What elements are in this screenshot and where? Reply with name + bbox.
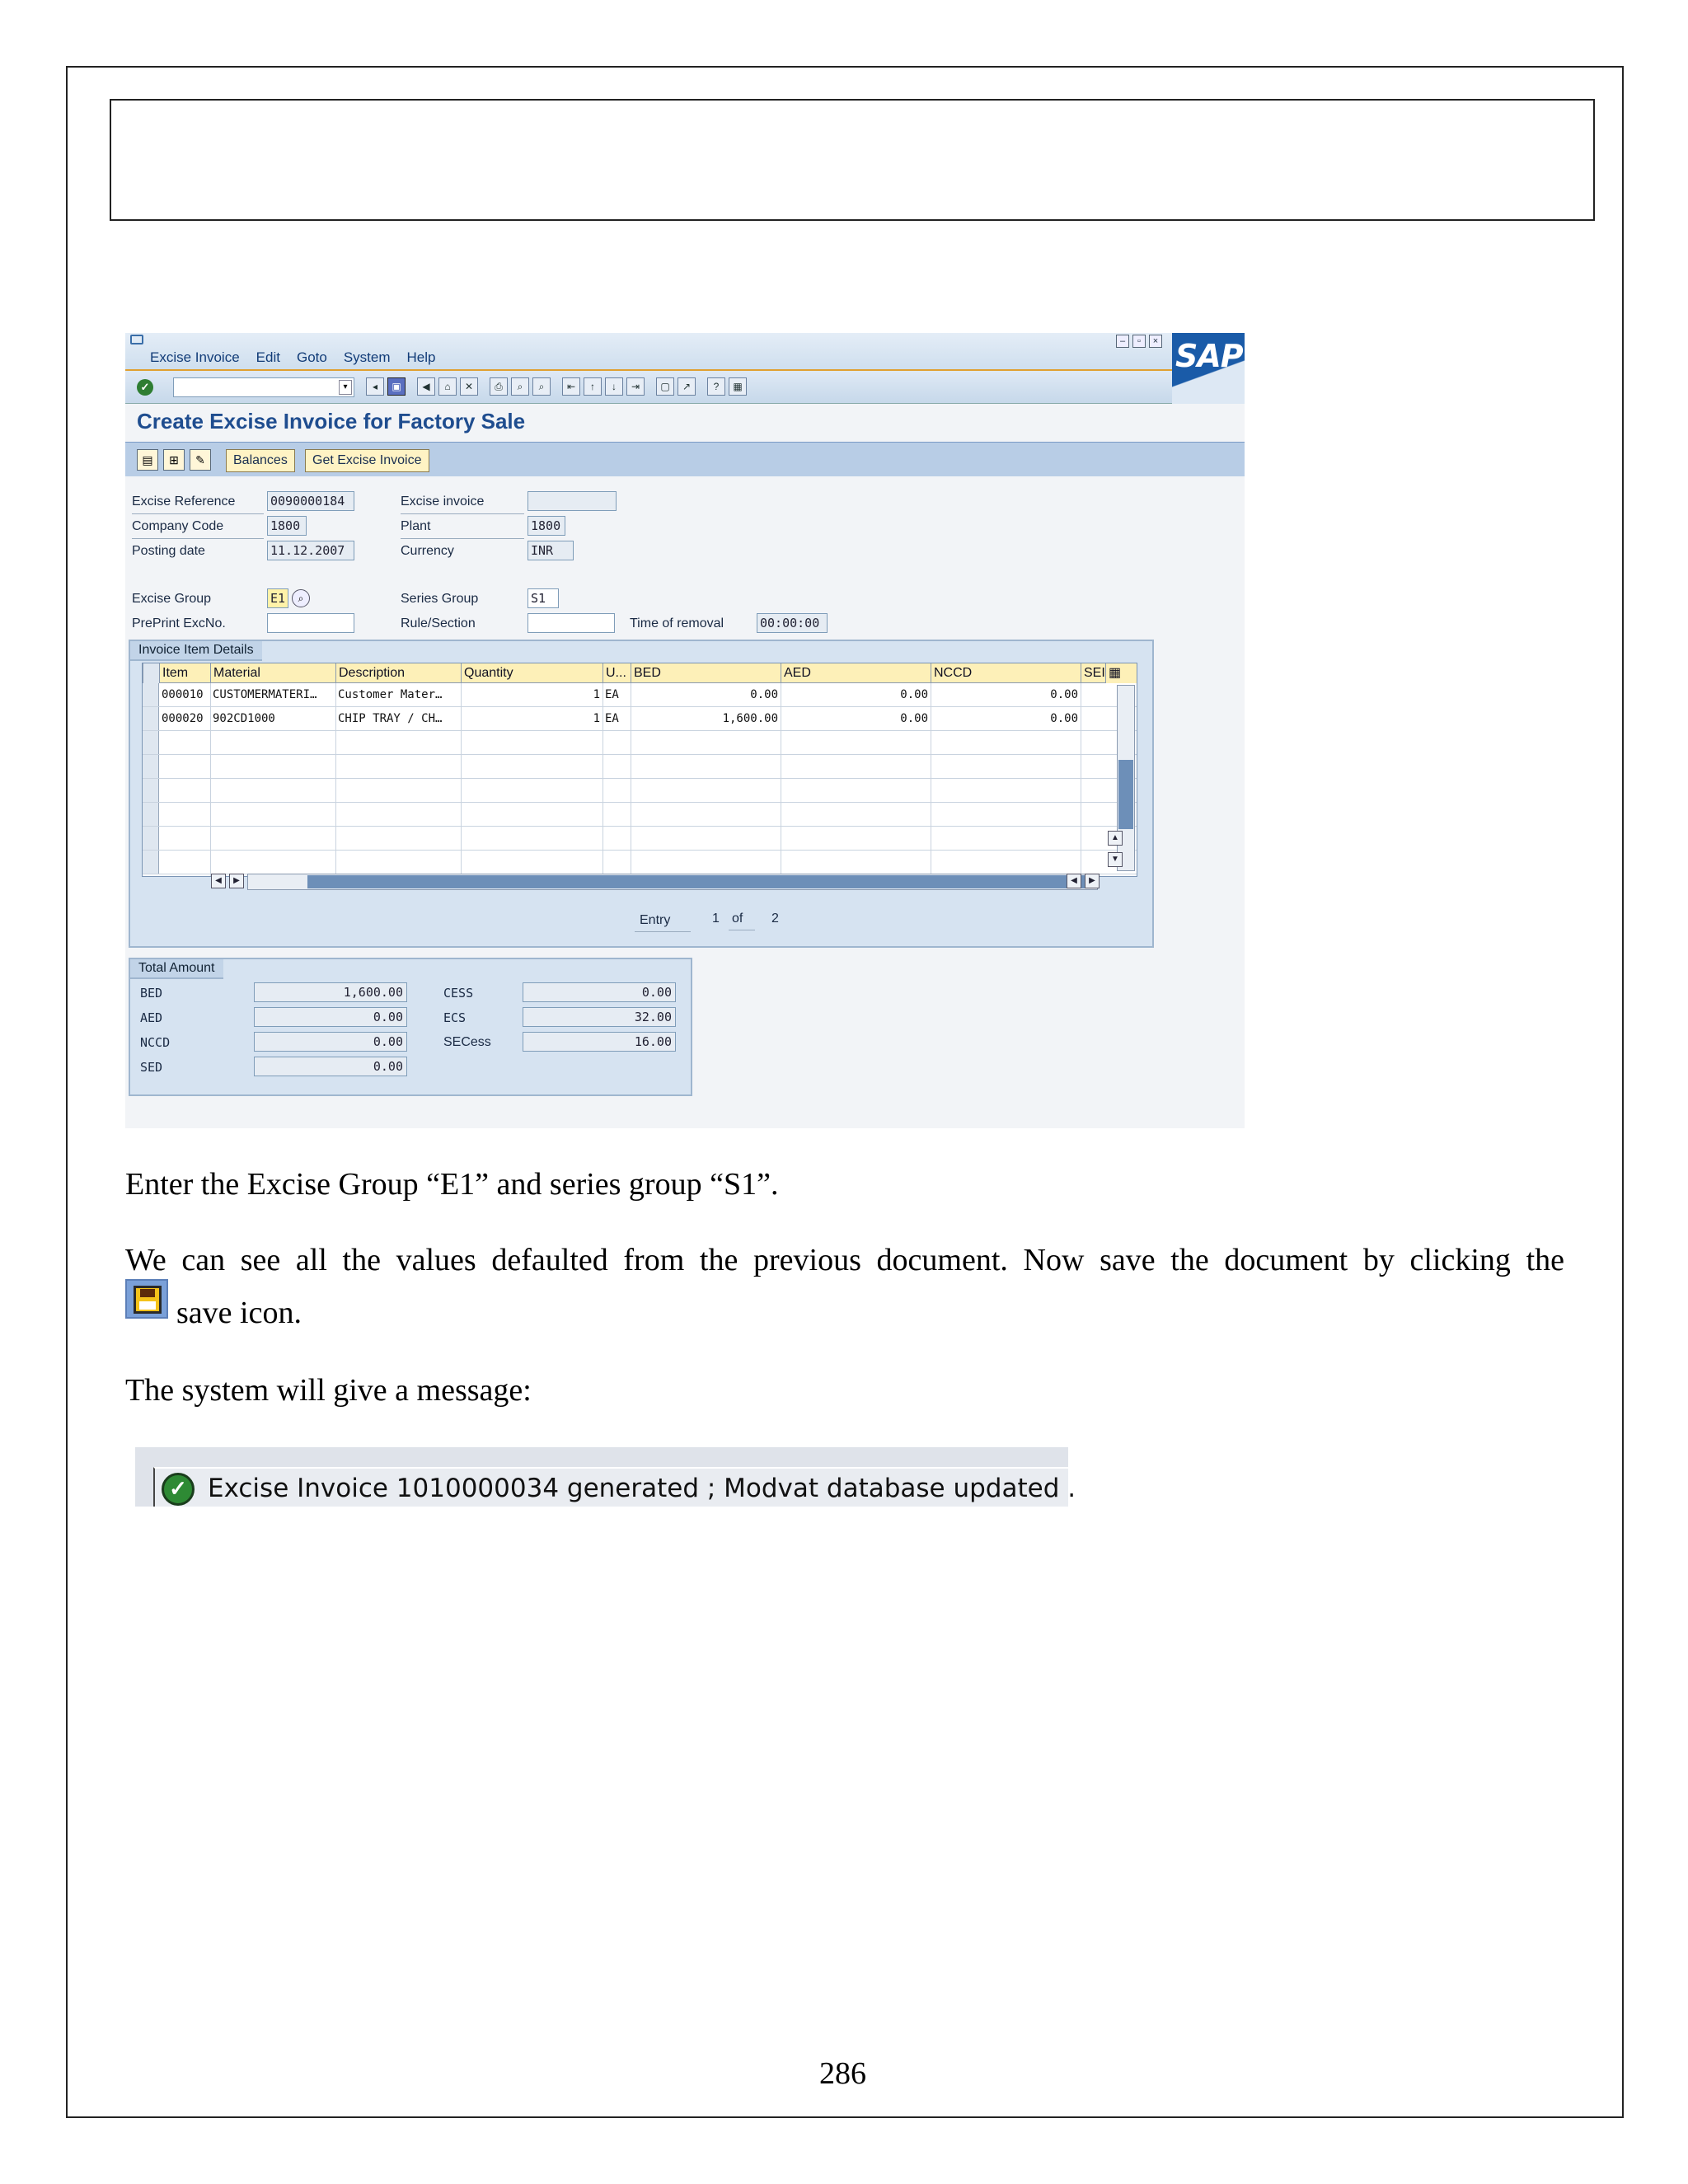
overview-icon[interactable]: ▤ — [137, 449, 158, 471]
menu-excise-invoice[interactable]: Excise Invoice — [150, 349, 240, 365]
row-selector[interactable] — [143, 731, 159, 754]
cell-quantity: 1 — [593, 712, 600, 725]
company-code-label: Company Code — [132, 519, 224, 533]
dropdown-icon[interactable]: ▾ — [339, 380, 352, 395]
aed-total-field[interactable]: 0.00 — [254, 1007, 407, 1027]
exit-icon[interactable]: ⌂ — [438, 377, 457, 396]
menu — [150, 349, 435, 366]
cell-bed: 1,600.00 — [722, 712, 778, 725]
currency-label: Currency — [401, 544, 454, 558]
balances-button[interactable]: Balances — [226, 449, 295, 472]
entry-total: 2 — [771, 912, 779, 926]
cancel-icon[interactable]: ✕ — [460, 377, 478, 396]
scroll-down-icon[interactable]: ▼ — [1108, 852, 1123, 867]
cell-item: 000020 — [162, 712, 204, 725]
separator — [481, 377, 486, 396]
rule-section-label: Rule/Section — [401, 616, 476, 630]
standard-toolbar — [125, 371, 1172, 404]
col-quantity[interactable]: Quantity — [461, 663, 603, 683]
plant-label: Plant — [401, 519, 431, 533]
row-selector[interactable] — [143, 779, 159, 802]
separator — [648, 377, 653, 396]
layout-icon[interactable]: ▦ — [729, 377, 747, 396]
cell-material: 902CD1000 — [213, 712, 275, 725]
instruction-paragraph-2-cont: save icon. — [176, 1296, 302, 1330]
restore-icon[interactable]: ▫ — [1132, 335, 1146, 348]
posting-date-field[interactable]: 11.12.2007 — [267, 541, 354, 560]
menu-bar — [125, 333, 1245, 371]
cell-bed: 0.00 — [750, 688, 778, 701]
sap-logo: SAP — [1172, 333, 1245, 404]
col-aed[interactable]: AED — [781, 663, 931, 683]
company-code-field[interactable]: 1800 — [267, 516, 307, 536]
scroll-right-icon[interactable]: ▶ — [229, 874, 244, 888]
table-row-empty[interactable] — [143, 803, 1137, 827]
minimize-icon[interactable]: – — [1116, 335, 1129, 348]
cell-quantity: 1 — [593, 688, 600, 701]
time-of-removal-field[interactable]: 00:00:00 — [757, 613, 828, 633]
secess-label: SECess — [443, 1035, 491, 1049]
nccd-label: NCCD — [140, 1035, 171, 1050]
cell-aed: 0.00 — [900, 688, 928, 701]
app-icons — [137, 449, 211, 471]
separator — [409, 377, 414, 396]
cell-item: 000010 — [162, 688, 204, 701]
excise-group-label: Excise Group — [132, 592, 212, 606]
row-selector[interactable] — [143, 827, 159, 850]
new-session-icon[interactable]: ▢ — [656, 377, 674, 396]
cell-unit: EA — [605, 712, 619, 725]
table-row-empty[interactable] — [143, 779, 1137, 803]
excise-reference-field[interactable]: 0090000184 — [267, 491, 354, 511]
cell-unit: EA — [605, 688, 619, 701]
items-table — [142, 663, 1137, 877]
group-title: Invoice Item Details — [129, 640, 262, 661]
header-box — [110, 99, 1595, 221]
col-unit[interactable]: U... — [603, 663, 631, 683]
find-next-icon[interactable]: ⌕ — [532, 377, 551, 396]
menu-edit[interactable]: Edit — [256, 349, 280, 365]
table-row-empty[interactable] — [143, 755, 1137, 779]
table-header — [143, 663, 1137, 683]
entry-current: 1 — [712, 912, 720, 926]
instruction-paragraph-2: We can see all the values defaulted from the previous document. Now save the document by clicking the — [125, 1243, 1564, 1277]
row-selector[interactable] — [143, 683, 159, 706]
entry-of: of — [732, 912, 743, 926]
close-icon[interactable]: × — [1149, 335, 1162, 348]
nccd-total-field[interactable]: 0.00 — [254, 1032, 407, 1052]
scroll-left-end-icon[interactable]: ◀ — [1067, 874, 1081, 888]
save-icon — [125, 1279, 168, 1319]
time-of-removal-label: Time of removal — [630, 616, 724, 630]
instruction-paragraph-3: The system will give a message: — [125, 1373, 532, 1408]
divider — [401, 513, 524, 514]
series-group-label: Series Group — [401, 592, 479, 606]
find-icon[interactable]: ⌕ — [511, 377, 529, 396]
ecs-label: ECS — [443, 1010, 467, 1025]
row-selector[interactable] — [143, 851, 159, 874]
window-icon[interactable] — [130, 335, 143, 344]
bed-total-field[interactable]: 1,600.00 — [254, 982, 407, 1002]
cell-material: CUSTOMERMATERI… — [213, 688, 317, 701]
screen-title: Create Excise Invoice for Factory Sale — [137, 409, 526, 434]
aed-label: AED — [140, 1010, 163, 1025]
command-field[interactable] — [173, 377, 354, 397]
entry-label: Entry — [640, 913, 671, 927]
scroll-right-end-icon[interactable]: ▶ — [1085, 874, 1100, 888]
get-excise-invoice-button[interactable]: Get Excise Invoice — [305, 449, 429, 472]
cess-label: CESS — [443, 986, 474, 1001]
table-row[interactable] — [143, 683, 1137, 707]
preprint-label: PrePrint ExcNo. — [132, 616, 226, 630]
secess-total-field[interactable]: 16.00 — [523, 1032, 676, 1052]
scroll-thumb[interactable] — [307, 875, 1097, 888]
cell-description: CHIP TRAY / CH… — [338, 712, 443, 725]
cess-total-field[interactable]: 0.00 — [523, 982, 676, 1002]
next-page-icon[interactable]: ↓ — [605, 377, 623, 396]
group-title: Total Amount — [129, 958, 223, 979]
plant-field[interactable]: 1800 — [528, 516, 565, 536]
success-check-icon: ✓ — [162, 1473, 195, 1506]
posting-date-label: Posting date — [132, 544, 205, 558]
shortcut-icon[interactable]: ↗ — [678, 377, 696, 396]
first-page-icon[interactable]: ⇤ — [562, 377, 580, 396]
back-icon[interactable]: ◀ — [417, 377, 435, 396]
sap-screenshot — [125, 333, 1245, 1128]
divider — [132, 513, 264, 514]
scroll-thumb[interactable] — [1118, 760, 1133, 829]
search-help-icon[interactable]: ⌕ — [292, 589, 310, 607]
prev-icon[interactable]: ◂ — [366, 377, 384, 396]
table-row-empty[interactable] — [143, 851, 1137, 874]
instruction-paragraph-1: Enter the Excise Group “E1” and series group “S1”. — [125, 1167, 779, 1202]
rule-section-field[interactable] — [528, 613, 615, 633]
total-amount-group — [129, 958, 692, 1096]
cell-description: Customer Mater… — [338, 688, 443, 701]
currency-field[interactable]: INR — [528, 541, 574, 560]
sed-total-field[interactable]: 0.00 — [254, 1057, 407, 1076]
save-icon[interactable]: ▣ — [387, 377, 406, 396]
cell-aed: 0.00 — [900, 712, 928, 725]
select-all-cell[interactable] — [143, 663, 159, 683]
ecs-total-field[interactable]: 32.00 — [523, 1007, 676, 1027]
divider — [132, 538, 264, 539]
separator — [699, 377, 704, 396]
col-item[interactable]: Item — [159, 663, 210, 683]
col-sed[interactable]: SEI — [1081, 663, 1105, 683]
floppy-disk-icon — [134, 1286, 162, 1314]
sed-label: SED — [140, 1060, 163, 1075]
table-row-empty[interactable] — [143, 731, 1137, 755]
table-row[interactable] — [143, 707, 1137, 731]
menu-help[interactable]: Help — [406, 349, 436, 365]
last-page-icon[interactable]: ⇥ — [626, 377, 645, 396]
row-selector[interactable] — [143, 803, 159, 826]
excise-group-field[interactable]: E1 — [267, 588, 288, 608]
page-number: 286 — [819, 2056, 866, 2091]
preprint-field[interactable] — [267, 613, 354, 633]
scroll-left-icon[interactable]: ◀ — [211, 874, 226, 888]
menu-goto[interactable]: Goto — [296, 349, 327, 365]
excise-reference-label: Excise Reference — [132, 494, 236, 509]
invoice-item-details-group — [129, 640, 1154, 948]
application-toolbar — [125, 442, 1245, 476]
series-group-field[interactable]: S1 — [528, 588, 559, 608]
separator — [554, 377, 559, 396]
cell-nccd: 0.00 — [1050, 688, 1078, 701]
print-icon[interactable]: ⎙ — [490, 377, 508, 396]
scroll-up-icon[interactable]: ▲ — [1108, 831, 1123, 846]
row-selector[interactable] — [143, 707, 159, 730]
bed-label: BED — [140, 986, 163, 1001]
horizontal-scrollbar[interactable] — [247, 874, 1098, 890]
excise-invoice-label: Excise invoice — [401, 494, 485, 509]
edit-icon[interactable]: ✎ — [190, 449, 211, 471]
col-description[interactable]: Description — [335, 663, 461, 683]
divider — [401, 538, 524, 539]
status-message-box — [153, 1467, 1076, 1507]
window-controls — [1116, 335, 1162, 348]
col-nccd[interactable]: NCCD — [931, 663, 1081, 683]
excise-invoice-field[interactable] — [528, 491, 617, 511]
row-selector[interactable] — [143, 755, 159, 778]
menu-system[interactable]: System — [343, 349, 391, 365]
toolbar-icons — [366, 377, 747, 396]
cell-nccd: 0.00 — [1050, 712, 1078, 725]
help-icon[interactable]: ? — [707, 377, 725, 396]
ok-check-icon[interactable]: ✓ — [137, 379, 153, 396]
prev-page-icon[interactable]: ↑ — [584, 377, 602, 396]
status-message: Excise Invoice 1010000034 generated ; Modvat database updated . — [208, 1474, 1076, 1503]
col-material[interactable]: Material — [210, 663, 335, 683]
table-settings-icon[interactable]: ▦ — [1105, 663, 1137, 683]
divider — [635, 931, 691, 932]
status-bar — [135, 1447, 1076, 1507]
col-bed[interactable]: BED — [631, 663, 781, 683]
hierarchy-icon[interactable]: ⊞ — [163, 449, 185, 471]
table-row-empty[interactable] — [143, 827, 1137, 851]
